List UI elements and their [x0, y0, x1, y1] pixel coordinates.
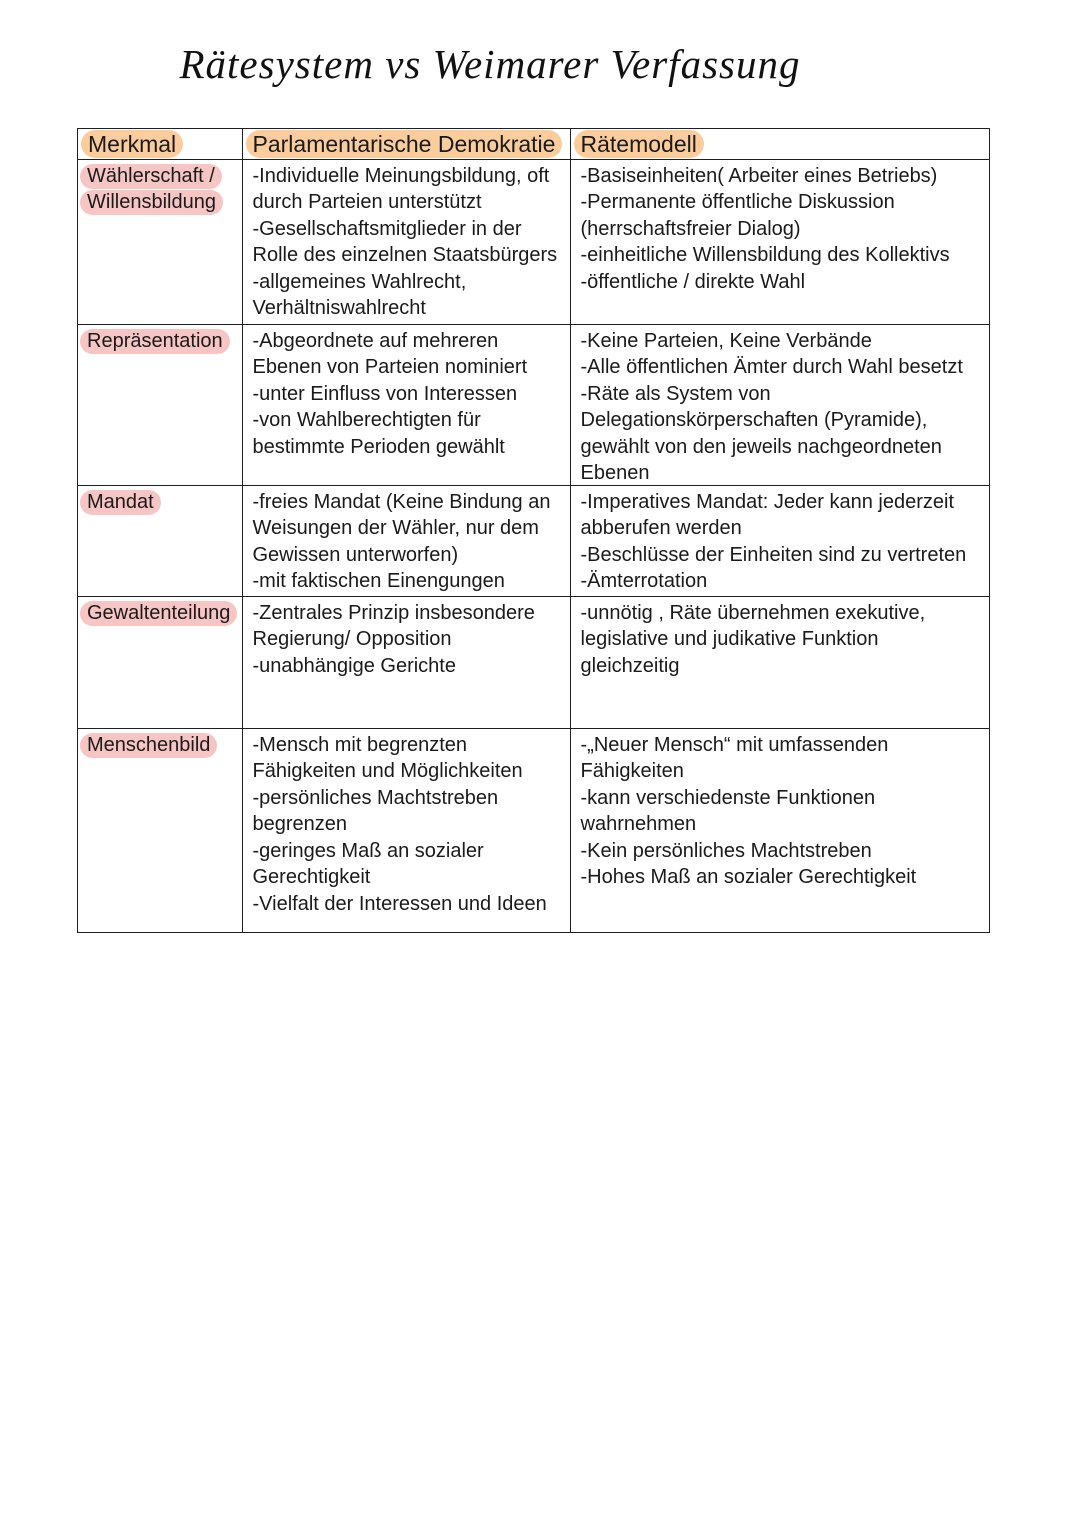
cell-line: -„Neuer Mensch“ mit umfassenden: [580, 733, 889, 756]
cell-line: Fähigkeiten: [580, 760, 684, 783]
cell-line: -Basiseinheiten( Arbeiter eines Betriebs): [580, 164, 938, 187]
parlamentarisch-cell-waehlerschaft: [243, 160, 571, 325]
cell-line: -Ämterrotation: [580, 570, 708, 593]
cell-line: legislative und judikative Funktion: [580, 628, 879, 651]
row-label: Menschenbild: [80, 733, 217, 758]
cell-line: Verhältniswahlrecht: [252, 297, 426, 320]
cell-line: -Kein persönliches Machtstreben: [580, 839, 872, 862]
cell-line: Fähigkeiten und Möglichkeiten: [252, 760, 523, 783]
cell-line: -Keine Parteien, Keine Verbände: [580, 329, 872, 352]
parlamentarisch-cell-gewaltenteilung: [243, 597, 571, 729]
cell-line: Gerechtigkeit: [252, 866, 371, 889]
cell-line: -Permanente öffentliche Diskussion: [580, 191, 895, 214]
cell-line: -unnötig , Räte übernehmen exekutive,: [580, 601, 926, 624]
cell-line: -Beschlüsse der Einheiten sind zu vertreten: [580, 543, 967, 566]
cell-line: -kann verschiedenste Funktionen: [580, 786, 876, 809]
raete-cell-repraesentation: [571, 325, 990, 486]
cell-line: -Mensch mit begrenzten: [252, 733, 468, 756]
cell-line: -Individuelle Meinungsbildung, oft: [252, 164, 550, 187]
cell-line: Ebenen von Parteien nominiert: [252, 356, 528, 379]
cell-line: -Gesellschaftsmitglieder in der: [252, 217, 522, 240]
cell-line: -unabhängige Gerichte: [252, 654, 456, 677]
row-label-cell-waehlerschaft: [78, 160, 243, 325]
cell-line: -mit faktischen Einengungen: [252, 570, 505, 593]
cell-line: -Zentrales Prinzip insbesondere: [252, 601, 535, 624]
cell-line: -von Wahlberechtigten für: [252, 409, 481, 432]
header-parlamentarische-demokratie: Parlamentarische Demokratie: [246, 130, 563, 158]
header-cell-merkmal: [78, 129, 243, 160]
cell-line: -Räte als System von: [580, 382, 771, 405]
cell-line: abberufen werden: [580, 517, 742, 540]
cell-line: durch Parteien unterstützt: [252, 191, 482, 214]
cell-line: gleichzeitig: [580, 654, 680, 677]
page-title: Rätesystem vs Weimarer Verfassung: [179, 41, 801, 87]
cell-line: -öffentliche / direkte Wahl: [580, 270, 806, 293]
cell-line: bestimmte Perioden gewählt: [252, 435, 505, 458]
cell-line: -persönliches Machtstreben: [252, 786, 499, 809]
header-cell-parlamentarische-demokratie: [243, 129, 571, 160]
cell-line: -Imperatives Mandat: Jeder kann jederzeit: [580, 490, 955, 513]
row-label-cell-gewaltenteilung: [78, 597, 243, 729]
cell-line: -Abgeordnete auf mehreren: [252, 329, 499, 352]
cell-line: begrenzen: [252, 813, 348, 836]
header-cell-raetemodell: [571, 129, 990, 160]
row-label-cell-mandat: [78, 486, 243, 597]
cell-line: -Alle öffentlichen Ämter durch Wahl besetzt: [580, 356, 963, 379]
cell-line: -unter Einfluss von Interessen: [252, 382, 518, 405]
row-label: Gewaltenteilung: [80, 601, 237, 626]
cell-line: Regierung/ Opposition: [252, 628, 452, 651]
cell-line: Ebenen: [580, 462, 650, 485]
cell-line: Rolle des einzelnen Staatsbürgers: [252, 244, 558, 267]
cell-line: -allgemeines Wahlrecht,: [252, 270, 467, 293]
raete-cell-mandat: [571, 486, 990, 597]
cell-line: gewählt von den jeweils nachgeordneten: [580, 435, 942, 458]
cell-line: -freies Mandat (Keine Bindung an: [252, 490, 551, 513]
parlamentarisch-cell-menschenbild: [243, 729, 571, 933]
cell-line: -Vielfalt der Interessen und Ideen: [252, 893, 547, 916]
cell-line: -einheitliche Willensbildung des Kollektivs: [580, 244, 950, 267]
row-label-cell-menschenbild: [78, 729, 243, 933]
cell-line: -geringes Maß an sozialer: [252, 839, 484, 862]
row-label: Repräsentation: [80, 329, 230, 354]
header-raetemodell: Rätemodell: [574, 130, 704, 158]
row-label: Wählerschaft /: [80, 164, 222, 189]
row-label: Willensbildung: [80, 190, 223, 215]
raete-cell-gewaltenteilung: [571, 597, 990, 729]
cell-line: -Hohes Maß an sozialer Gerechtigkeit: [580, 866, 917, 889]
cell-line: Weisungen der Wähler, nur dem: [252, 517, 539, 540]
comparison-table: [77, 128, 990, 933]
header-merkmal: Merkmal: [81, 130, 183, 158]
raete-cell-menschenbild: [571, 729, 990, 933]
row-label: Mandat: [80, 490, 161, 515]
row-label-cell-repraesentation: [78, 325, 243, 486]
parlamentarisch-cell-repraesentation: [243, 325, 571, 486]
cell-line: (herrschaftsfreier Dialog): [580, 217, 801, 240]
cell-line: wahrnehmen: [580, 813, 697, 836]
raete-cell-waehlerschaft: [571, 160, 990, 325]
cell-line: Delegationskörperschaften (Pyramide),: [580, 409, 928, 432]
parlamentarisch-cell-mandat: [243, 486, 571, 597]
cell-line: Gewissen unterworfen): [252, 543, 459, 566]
